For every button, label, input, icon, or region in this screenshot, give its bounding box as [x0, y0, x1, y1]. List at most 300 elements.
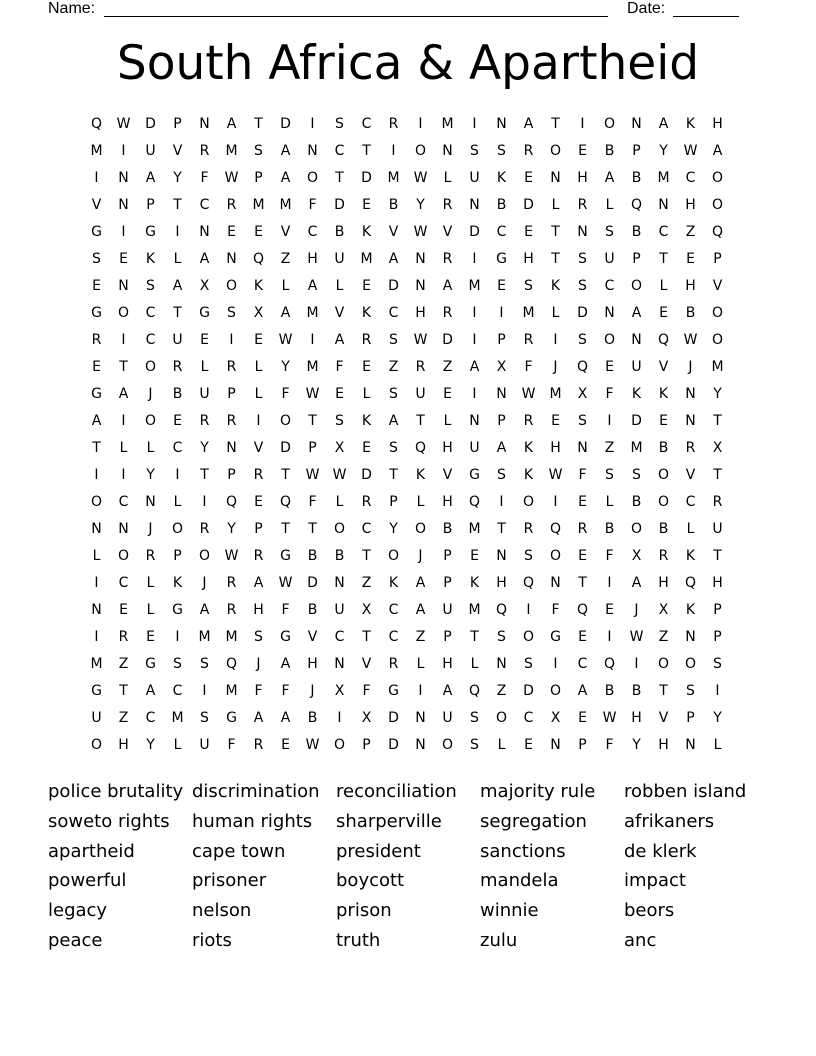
grid-letter[interactable]: O — [198, 548, 211, 564]
grid-letter[interactable]: R — [442, 305, 453, 321]
grid-letter[interactable]: B — [334, 548, 345, 564]
grid-letter[interactable]: A — [631, 305, 642, 321]
grid-letter[interactable]: P — [227, 386, 236, 402]
grid-letter[interactable]: P — [713, 602, 722, 618]
grid-letter[interactable]: A — [577, 683, 588, 699]
grid-letter[interactable]: U — [631, 359, 642, 375]
grid-letter[interactable]: O — [657, 467, 670, 483]
grid-letter[interactable]: C — [523, 710, 534, 726]
grid-letter[interactable]: Y — [713, 386, 722, 402]
grid-letter[interactable]: H — [631, 710, 642, 726]
grid-letter[interactable]: X — [496, 359, 507, 375]
grid-letter[interactable]: N — [226, 440, 237, 456]
grid-letter[interactable]: K — [469, 575, 480, 591]
grid-letter[interactable]: Z — [361, 575, 372, 591]
grid-letter[interactable]: D — [145, 116, 156, 132]
grid-letter[interactable]: R — [685, 440, 696, 456]
grid-letter[interactable]: H — [658, 737, 669, 753]
grid-letter[interactable]: E — [200, 332, 209, 348]
grid-letter[interactable]: O — [549, 683, 562, 699]
grid-letter[interactable]: Q — [495, 602, 508, 618]
grid-letter[interactable]: S — [470, 710, 479, 726]
grid-letter[interactable]: N — [307, 143, 318, 159]
grid-letter[interactable]: C — [685, 494, 696, 510]
grid-letter[interactable]: R — [523, 521, 534, 537]
grid-letter[interactable]: N — [604, 305, 615, 321]
grid-letter[interactable]: Z — [658, 629, 669, 645]
grid-letter[interactable]: I — [175, 629, 180, 645]
grid-letter[interactable]: G — [91, 386, 102, 402]
grid-letter[interactable]: V — [334, 305, 345, 321]
grid-letter[interactable]: K — [496, 170, 507, 186]
grid-letter[interactable]: L — [416, 494, 425, 510]
grid-letter[interactable]: R — [442, 197, 453, 213]
grid-letter[interactable]: Q — [657, 332, 670, 348]
grid-letter[interactable]: E — [146, 629, 155, 645]
grid-letter[interactable]: U — [604, 251, 615, 267]
grid-letter[interactable]: S — [335, 116, 344, 132]
grid-letter[interactable]: E — [578, 548, 587, 564]
grid-letter[interactable]: M — [198, 629, 211, 645]
grid-letter[interactable]: E — [605, 602, 614, 618]
grid-letter[interactable]: H — [442, 440, 453, 456]
grid-letter[interactable]: C — [388, 305, 399, 321]
grid-letter[interactable]: B — [658, 521, 669, 537]
grid-letter[interactable]: K — [658, 386, 669, 402]
grid-letter[interactable]: O — [225, 278, 238, 294]
grid-letter[interactable]: L — [686, 521, 695, 537]
grid-letter[interactable]: M — [252, 197, 265, 213]
grid-letter[interactable]: N — [334, 575, 345, 591]
grid-letter[interactable]: Y — [146, 467, 155, 483]
grid-letter[interactable]: H — [415, 305, 426, 321]
grid-letter[interactable]: H — [307, 251, 318, 267]
grid-letter[interactable]: R — [91, 332, 102, 348]
grid-letter[interactable]: I — [607, 575, 612, 591]
grid-letter[interactable]: I — [121, 143, 126, 159]
grid-letter[interactable]: I — [472, 305, 477, 321]
grid-letter[interactable]: H — [523, 251, 534, 267]
grid-letter[interactable]: V — [442, 467, 453, 483]
grid-letter[interactable]: E — [659, 305, 668, 321]
grid-letter[interactable]: J — [148, 521, 153, 537]
grid-letter[interactable]: S — [524, 278, 533, 294]
grid-letter[interactable]: K — [361, 413, 372, 429]
grid-letter[interactable]: N — [496, 116, 507, 132]
grid-letter[interactable]: S — [605, 224, 614, 240]
grid-letter[interactable]: R — [442, 251, 453, 267]
grid-letter[interactable]: Z — [388, 359, 399, 375]
grid-letter[interactable]: H — [442, 656, 453, 672]
grid-letter[interactable]: T — [119, 683, 128, 699]
grid-letter[interactable]: Q — [468, 683, 481, 699]
grid-letter[interactable]: T — [578, 575, 587, 591]
grid-letter[interactable]: O — [657, 494, 670, 510]
grid-letter[interactable]: S — [578, 278, 587, 294]
grid-letter[interactable]: C — [334, 143, 345, 159]
grid-letter[interactable]: L — [713, 737, 722, 753]
grid-letter[interactable]: Y — [416, 197, 425, 213]
grid-letter[interactable]: Q — [576, 602, 589, 618]
grid-letter[interactable]: T — [254, 116, 263, 132]
grid-letter[interactable]: O — [333, 737, 346, 753]
grid-letter[interactable]: N — [469, 197, 480, 213]
grid-letter[interactable]: R — [226, 602, 237, 618]
grid-letter[interactable]: N — [577, 224, 588, 240]
grid-letter[interactable]: W — [602, 710, 617, 726]
grid-letter[interactable]: I — [94, 629, 99, 645]
grid-letter[interactable]: S — [227, 305, 236, 321]
grid-letter[interactable]: K — [631, 386, 642, 402]
grid-letter[interactable]: N — [118, 170, 129, 186]
grid-letter[interactable]: N — [118, 197, 129, 213]
grid-letter[interactable]: M — [468, 521, 481, 537]
grid-letter[interactable]: B — [307, 548, 318, 564]
grid-letter[interactable]: A — [442, 683, 453, 699]
grid-letter[interactable]: P — [686, 710, 695, 726]
grid-letter[interactable]: G — [199, 305, 210, 321]
grid-letter[interactable]: K — [253, 278, 264, 294]
grid-letter[interactable]: S — [524, 548, 533, 564]
grid-letter[interactable]: O — [306, 170, 319, 186]
grid-letter[interactable]: U — [442, 602, 453, 618]
grid-letter[interactable]: N — [550, 737, 561, 753]
grid-letter[interactable]: U — [145, 143, 156, 159]
grid-letter[interactable]: R — [226, 575, 237, 591]
grid-letter[interactable]: I — [553, 332, 558, 348]
grid-letter[interactable]: C — [361, 521, 372, 537]
grid-letter[interactable]: C — [145, 332, 156, 348]
grid-letter[interactable]: S — [335, 413, 344, 429]
grid-letter[interactable]: D — [523, 683, 534, 699]
grid-letter[interactable]: Y — [632, 737, 641, 753]
grid-letter[interactable]: X — [712, 440, 723, 456]
grid-letter[interactable]: E — [497, 278, 506, 294]
grid-letter[interactable]: Q — [603, 656, 616, 672]
grid-letter[interactable]: L — [173, 737, 182, 753]
grid-letter[interactable]: T — [713, 548, 722, 564]
grid-letter[interactable]: L — [416, 656, 425, 672]
grid-letter[interactable]: F — [605, 386, 614, 402]
grid-letter[interactable]: A — [523, 116, 534, 132]
grid-letter[interactable]: U — [469, 170, 480, 186]
grid-letter[interactable]: H — [550, 440, 561, 456]
grid-letter[interactable]: D — [361, 170, 372, 186]
grid-letter[interactable]: J — [418, 548, 423, 564]
grid-letter[interactable]: M — [225, 143, 238, 159]
grid-letter[interactable]: D — [631, 413, 642, 429]
grid-letter[interactable]: V — [361, 656, 372, 672]
grid-letter[interactable]: A — [334, 332, 345, 348]
grid-letter[interactable]: Q — [252, 251, 265, 267]
grid-letter[interactable]: P — [173, 548, 182, 564]
grid-letter[interactable]: E — [362, 440, 371, 456]
grid-letter[interactable]: I — [175, 224, 180, 240]
grid-letter[interactable]: B — [658, 440, 669, 456]
grid-letter[interactable]: I — [715, 683, 720, 699]
grid-letter[interactable]: R — [253, 548, 264, 564]
grid-letter[interactable]: I — [202, 683, 207, 699]
grid-letter[interactable]: X — [334, 683, 345, 699]
grid-letter[interactable]: K — [361, 305, 372, 321]
grid-letter[interactable]: T — [470, 629, 479, 645]
grid-letter[interactable]: O — [549, 143, 562, 159]
grid-letter[interactable]: L — [254, 386, 263, 402]
grid-letter[interactable]: Q — [549, 521, 562, 537]
grid-letter[interactable]: T — [281, 521, 290, 537]
grid-letter[interactable]: R — [253, 737, 264, 753]
grid-letter[interactable]: E — [281, 737, 290, 753]
grid-letter[interactable]: C — [496, 224, 507, 240]
grid-letter[interactable]: A — [253, 575, 264, 591]
grid-letter[interactable]: O — [333, 521, 346, 537]
grid-letter[interactable]: U — [172, 332, 183, 348]
grid-letter[interactable]: Q — [414, 440, 427, 456]
grid-letter[interactable]: A — [253, 710, 264, 726]
grid-letter[interactable]: S — [524, 656, 533, 672]
grid-letter[interactable]: H — [685, 197, 696, 213]
grid-letter[interactable]: D — [388, 710, 399, 726]
grid-letter[interactable]: P — [443, 575, 452, 591]
grid-letter[interactable]: I — [607, 629, 612, 645]
grid-letter[interactable]: L — [605, 494, 614, 510]
grid-letter[interactable]: P — [497, 413, 506, 429]
grid-letter[interactable]: X — [361, 710, 372, 726]
grid-letter[interactable]: S — [578, 413, 587, 429]
grid-letter[interactable]: E — [524, 737, 533, 753]
grid-letter[interactable]: W — [413, 224, 428, 240]
grid-letter[interactable]: O — [90, 737, 103, 753]
grid-letter[interactable]: J — [634, 602, 639, 618]
grid-letter[interactable]: F — [281, 386, 290, 402]
grid-letter[interactable]: R — [199, 143, 210, 159]
grid-letter[interactable]: A — [280, 143, 291, 159]
grid-letter[interactable]: E — [119, 602, 128, 618]
grid-letter[interactable]: D — [388, 737, 399, 753]
grid-letter[interactable]: C — [118, 575, 129, 591]
grid-letter[interactable]: I — [391, 143, 396, 159]
grid-letter[interactable]: E — [227, 224, 236, 240]
grid-letter[interactable]: I — [256, 413, 261, 429]
grid-letter[interactable]: O — [441, 737, 454, 753]
grid-letter[interactable]: W — [305, 467, 320, 483]
grid-letter[interactable]: I — [499, 305, 504, 321]
grid-letter[interactable]: E — [659, 413, 668, 429]
grid-letter[interactable]: Z — [685, 224, 696, 240]
grid-letter[interactable]: A — [442, 278, 453, 294]
grid-letter[interactable]: E — [254, 224, 263, 240]
grid-letter[interactable]: N — [685, 386, 696, 402]
grid-letter[interactable]: O — [657, 656, 670, 672]
grid-letter[interactable]: E — [578, 494, 587, 510]
grid-letter[interactable]: E — [92, 359, 101, 375]
grid-letter[interactable]: W — [413, 332, 428, 348]
grid-letter[interactable]: N — [334, 656, 345, 672]
grid-letter[interactable]: V — [658, 359, 669, 375]
grid-letter[interactable]: M — [360, 251, 373, 267]
grid-letter[interactable]: M — [306, 359, 319, 375]
grid-letter[interactable]: O — [171, 521, 184, 537]
grid-letter[interactable]: N — [199, 116, 210, 132]
grid-letter[interactable]: M — [171, 710, 184, 726]
grid-letter[interactable]: E — [119, 251, 128, 267]
grid-letter[interactable]: X — [361, 602, 372, 618]
grid-letter[interactable]: P — [254, 170, 263, 186]
grid-letter[interactable]: L — [146, 602, 155, 618]
grid-letter[interactable]: D — [280, 440, 291, 456]
grid-letter[interactable]: I — [310, 116, 315, 132]
grid-letter[interactable]: S — [578, 332, 587, 348]
grid-letter[interactable]: Q — [711, 224, 724, 240]
grid-letter[interactable]: T — [659, 683, 668, 699]
grid-letter[interactable]: F — [551, 602, 560, 618]
grid-letter[interactable]: W — [224, 548, 239, 564]
grid-letter[interactable]: P — [308, 440, 317, 456]
grid-letter[interactable]: R — [253, 467, 264, 483]
grid-letter[interactable]: A — [118, 386, 129, 402]
grid-letter[interactable]: C — [199, 197, 210, 213]
grid-letter[interactable]: J — [553, 359, 558, 375]
grid-letter[interactable]: P — [146, 197, 155, 213]
grid-letter[interactable]: N — [577, 440, 588, 456]
grid-letter[interactable]: M — [279, 197, 292, 213]
grid-letter[interactable]: C — [172, 440, 183, 456]
grid-letter[interactable]: O — [549, 548, 562, 564]
grid-letter[interactable]: F — [308, 197, 317, 213]
grid-letter[interactable]: V — [388, 224, 399, 240]
grid-letter[interactable]: X — [199, 278, 210, 294]
grid-letter[interactable]: L — [254, 359, 263, 375]
grid-letter[interactable]: N — [685, 629, 696, 645]
grid-letter[interactable]: C — [658, 224, 669, 240]
grid-letter[interactable]: W — [116, 116, 131, 132]
grid-letter[interactable]: A — [280, 170, 291, 186]
grid-letter[interactable]: V — [658, 710, 669, 726]
grid-letter[interactable]: D — [577, 305, 588, 321]
grid-letter[interactable]: T — [308, 521, 317, 537]
grid-letter[interactable]: C — [145, 710, 156, 726]
grid-letter[interactable]: T — [362, 629, 371, 645]
grid-letter[interactable]: K — [415, 467, 426, 483]
grid-letter[interactable]: U — [334, 251, 345, 267]
grid-letter[interactable]: Q — [279, 494, 292, 510]
grid-letter[interactable]: R — [577, 197, 588, 213]
grid-letter[interactable]: P — [173, 116, 182, 132]
grid-letter[interactable]: D — [388, 278, 399, 294]
grid-letter[interactable]: Y — [200, 440, 209, 456]
grid-letter[interactable]: A — [415, 602, 426, 618]
grid-letter[interactable]: N — [415, 251, 426, 267]
grid-letter[interactable]: O — [414, 143, 427, 159]
grid-letter[interactable]: W — [521, 386, 536, 402]
grid-letter[interactable]: T — [713, 413, 722, 429]
grid-letter[interactable]: N — [415, 278, 426, 294]
grid-letter[interactable]: W — [278, 332, 293, 348]
grid-letter[interactable]: I — [553, 656, 558, 672]
grid-letter[interactable]: R — [361, 494, 372, 510]
grid-letter[interactable]: O — [711, 332, 724, 348]
grid-letter[interactable]: O — [522, 494, 535, 510]
grid-letter[interactable]: N — [145, 494, 156, 510]
grid-letter[interactable]: H — [658, 575, 669, 591]
grid-letter[interactable]: G — [280, 548, 291, 564]
grid-letter[interactable]: Q — [225, 494, 238, 510]
grid-letter[interactable]: E — [686, 251, 695, 267]
grid-letter[interactable]: F — [281, 602, 290, 618]
grid-letter[interactable]: T — [362, 143, 371, 159]
grid-letter[interactable]: H — [685, 278, 696, 294]
grid-letter[interactable]: T — [551, 224, 560, 240]
grid-letter[interactable]: I — [472, 386, 477, 402]
grid-letter[interactable]: A — [388, 413, 399, 429]
grid-letter[interactable]: R — [712, 494, 723, 510]
grid-letter[interactable]: B — [604, 683, 615, 699]
grid-letter[interactable]: E — [551, 413, 560, 429]
grid-letter[interactable]: E — [605, 359, 614, 375]
grid-letter[interactable]: H — [442, 494, 453, 510]
grid-letter[interactable]: P — [713, 629, 722, 645]
grid-letter[interactable]: F — [308, 494, 317, 510]
grid-letter[interactable]: M — [630, 440, 643, 456]
grid-letter[interactable]: Q — [684, 575, 697, 591]
grid-letter[interactable]: K — [523, 467, 534, 483]
grid-letter[interactable]: O — [117, 548, 130, 564]
grid-letter[interactable]: Y — [389, 521, 398, 537]
grid-letter[interactable]: K — [685, 116, 696, 132]
grid-letter[interactable]: E — [578, 143, 587, 159]
grid-letter[interactable]: E — [92, 278, 101, 294]
grid-letter[interactable]: I — [634, 656, 639, 672]
grid-letter[interactable]: K — [361, 224, 372, 240]
grid-letter[interactable]: I — [94, 467, 99, 483]
grid-letter[interactable]: I — [553, 494, 558, 510]
grid-letter[interactable]: W — [629, 629, 644, 645]
grid-letter[interactable]: O — [495, 710, 508, 726]
grid-letter[interactable]: E — [254, 494, 263, 510]
grid-letter[interactable]: R — [658, 548, 669, 564]
grid-letter[interactable]: H — [712, 575, 723, 591]
grid-letter[interactable]: W — [278, 575, 293, 591]
grid-letter[interactable]: S — [146, 278, 155, 294]
grid-letter[interactable]: T — [200, 467, 209, 483]
grid-letter[interactable]: J — [310, 683, 315, 699]
grid-letter[interactable]: S — [632, 467, 641, 483]
grid-letter[interactable]: A — [712, 143, 723, 159]
grid-letter[interactable]: I — [526, 602, 531, 618]
grid-letter[interactable]: M — [387, 170, 400, 186]
grid-letter[interactable]: Q — [468, 494, 481, 510]
grid-letter[interactable]: X — [658, 602, 669, 618]
grid-letter[interactable]: G — [91, 224, 102, 240]
grid-letter[interactable]: N — [118, 278, 129, 294]
grid-letter[interactable]: F — [281, 683, 290, 699]
grid-letter[interactable]: F — [605, 737, 614, 753]
grid-letter[interactable]: M — [225, 683, 238, 699]
grid-letter[interactable]: L — [200, 359, 209, 375]
grid-letter[interactable]: E — [524, 170, 533, 186]
grid-letter[interactable]: L — [443, 413, 452, 429]
grid-letter[interactable]: T — [335, 170, 344, 186]
grid-letter[interactable]: J — [688, 359, 693, 375]
grid-letter[interactable]: S — [713, 656, 722, 672]
grid-letter[interactable]: O — [117, 305, 130, 321]
grid-letter[interactable]: X — [334, 440, 345, 456]
grid-letter[interactable]: N — [199, 224, 210, 240]
grid-letter[interactable]: A — [172, 278, 183, 294]
grid-letter[interactable]: W — [413, 170, 428, 186]
grid-letter[interactable]: F — [605, 548, 614, 564]
grid-letter[interactable]: B — [388, 197, 399, 213]
